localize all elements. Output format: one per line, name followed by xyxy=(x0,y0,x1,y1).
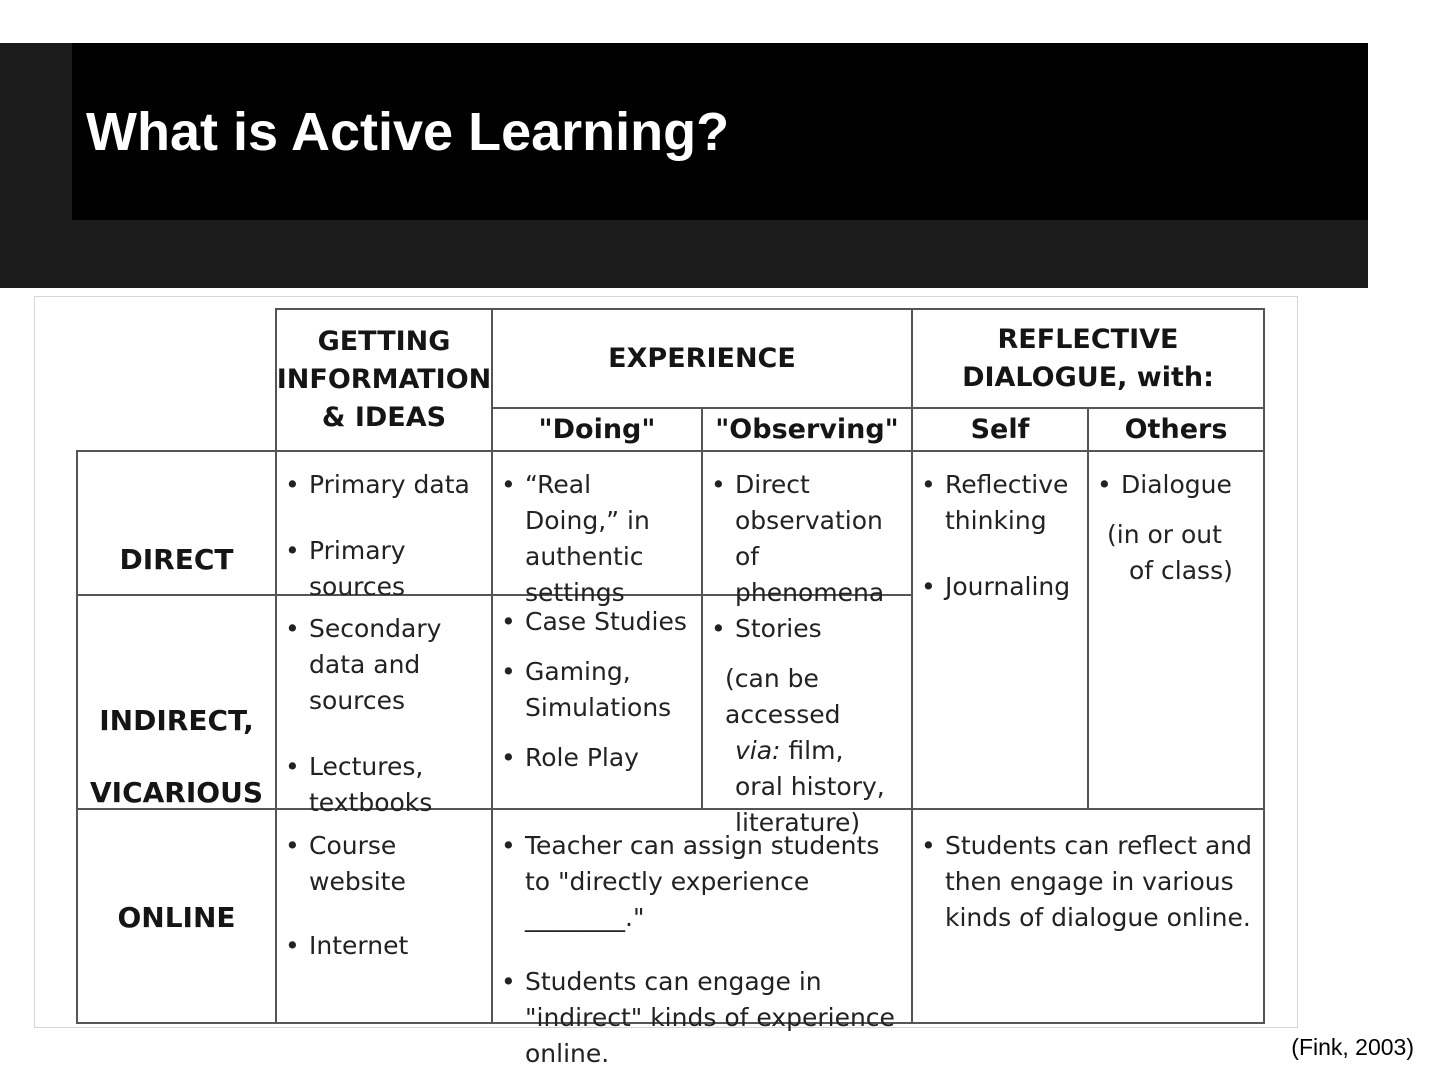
grid-line xyxy=(1263,308,1265,1024)
header-doing-text: "Doing" xyxy=(538,413,656,445)
list-item: • Students can engage in "indirect" kinds of experience online. xyxy=(493,964,903,1072)
cell-reflective-self xyxy=(913,467,1083,605)
list-item: • Case Studies xyxy=(493,604,693,640)
observing-note-line3: oral history, xyxy=(735,772,885,801)
row-label-direct xyxy=(78,543,275,576)
header-doing xyxy=(493,409,701,450)
observing-note-via: via: xyxy=(735,736,781,765)
list-item: • Secondary data and sources xyxy=(277,611,489,719)
header-others-text: Others xyxy=(1124,413,1228,445)
cell-online-reflective xyxy=(913,828,1259,936)
observing-note-line2 xyxy=(703,733,908,769)
cell-direct-getting-info xyxy=(277,467,489,605)
cell-online-getting-info xyxy=(277,828,489,964)
header-self-text: Self xyxy=(970,413,1030,445)
cell-direct-doing xyxy=(493,467,693,611)
list-item: • Direct observation of phenomena xyxy=(703,467,903,611)
cell-reflective-others xyxy=(1089,467,1259,589)
slide-title: What is Active Learning? xyxy=(86,102,730,162)
header-getting-information-text: GETTING INFORMATION & IDEAS xyxy=(276,326,492,433)
observing-note-film: film, xyxy=(780,736,844,765)
cell-indirect-observing xyxy=(703,611,908,841)
cell-direct-observing xyxy=(703,467,903,611)
row-label-indirect-line1: INDIRECT, xyxy=(99,704,254,737)
citation: (Fink, 2003) xyxy=(1291,1034,1414,1060)
header-experience-text: EXPERIENCE xyxy=(608,342,796,374)
header-reflective-dialogue xyxy=(913,310,1263,407)
header-self xyxy=(913,409,1087,450)
others-note-line2: of class) xyxy=(1129,556,1233,585)
list-item: • Journaling xyxy=(913,569,1083,605)
cell-online-experience xyxy=(493,828,903,1072)
list-item: • Teacher can assign students to "directly experience ________." xyxy=(493,828,903,936)
observing-note-line1: (can be accessed xyxy=(725,664,841,729)
header-observing-text: "Observing" xyxy=(715,413,899,445)
row-label-direct-text: DIRECT xyxy=(119,543,234,576)
row-label-online-text: ONLINE xyxy=(117,901,236,934)
list-item: • Role Play xyxy=(493,740,693,776)
list-item: • Reflective thinking xyxy=(913,467,1083,539)
list-item: • Primary data xyxy=(277,467,489,503)
list-item: • Gaming, Simulations xyxy=(493,654,693,726)
list-item: • Internet xyxy=(277,928,489,964)
list-item: • Primary sources xyxy=(277,533,489,605)
header-others xyxy=(1089,409,1263,450)
list-item: • Stories xyxy=(703,611,908,647)
row-label-online xyxy=(78,901,275,934)
header-observing xyxy=(703,409,911,450)
observing-note-line4: literature) xyxy=(735,808,861,837)
list-item: • Lectures, textbooks xyxy=(277,749,489,821)
list-item: • Students can reflect and then engage in various kinds of dialogue online. xyxy=(913,828,1259,936)
row-label-indirect-line2: VICARIOUS xyxy=(90,776,263,809)
header-experience xyxy=(493,310,911,407)
header-reflective-dialogue-text: REFLECTIVE DIALOGUE, with: xyxy=(962,323,1214,393)
list-item: • “Real Doing,” in authentic settings xyxy=(493,467,693,611)
list-item: • Dialogue xyxy=(1089,467,1259,503)
cell-indirect-doing xyxy=(493,604,693,776)
header-getting-information xyxy=(277,310,491,450)
others-note-line1: (in or out xyxy=(1107,520,1222,549)
list-item: • Course website xyxy=(277,828,489,900)
active-learning-table-figure xyxy=(34,296,1298,1068)
cell-indirect-getting-info xyxy=(277,611,489,821)
row-label-indirect xyxy=(78,685,275,829)
